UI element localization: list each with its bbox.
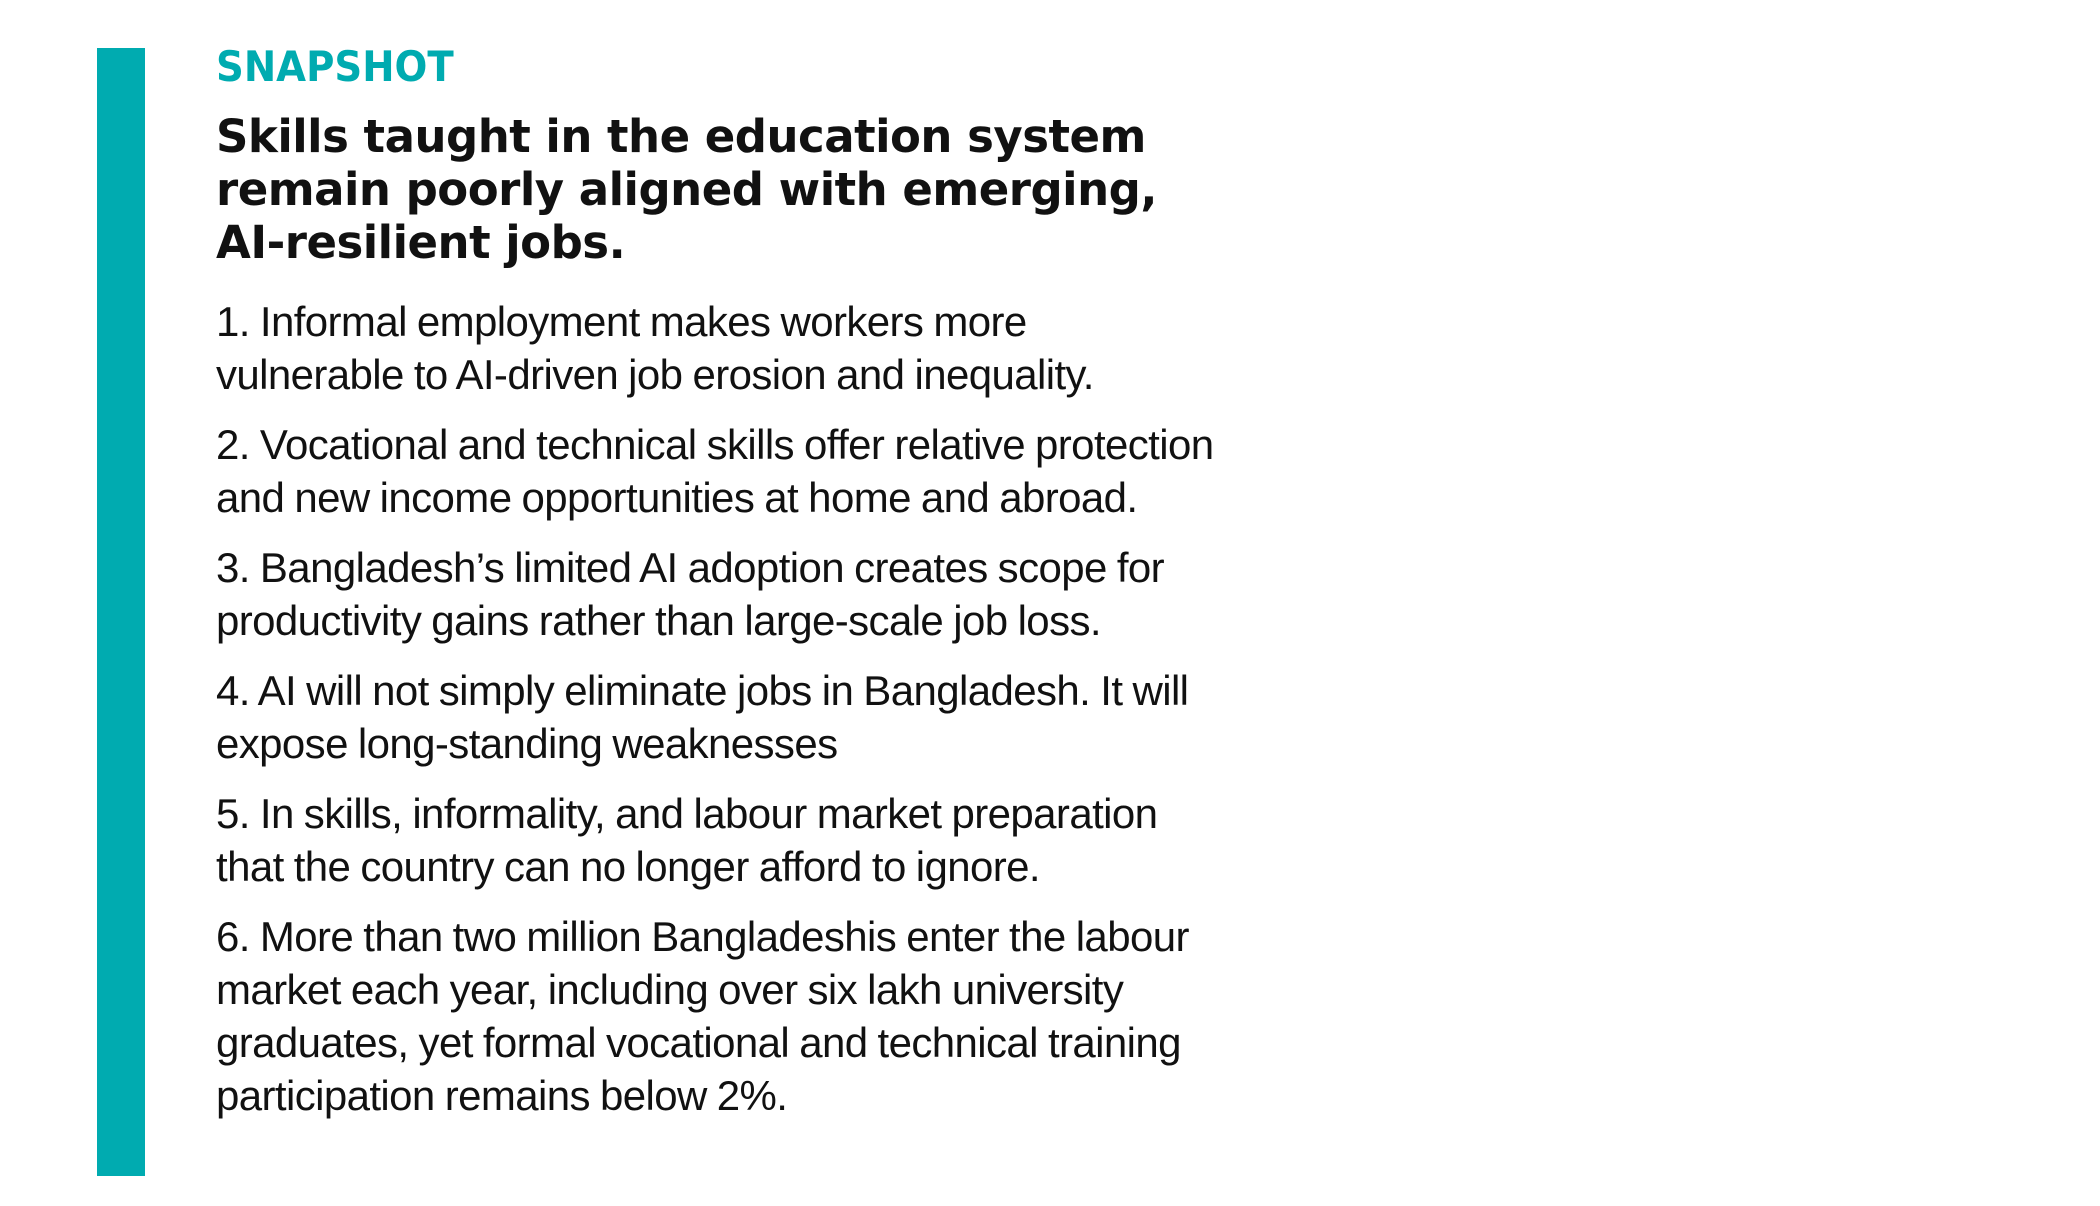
point-item-3: 3. Bangladesh’s limited AI adoption creates scope for productivity gains rather than large-scale job loss. <box>216 544 1165 644</box>
headline: Skills taught in the education system remain poorly aligned with emerging, AI-resilient jobs. <box>216 110 1157 269</box>
point-item-4: 4. AI will not simply eliminate jobs in Bangladesh. It will expose long-standing weaknesses <box>216 667 1189 767</box>
section-label: SNAPSHOT <box>216 42 454 91</box>
snapshot-box <box>216 38 1216 1139</box>
point-item-6: 6. More than two million Bangladeshis enter the labour market each year, including over six lakh university graduates, yet formal vocational and technical training participation remains below 2%. <box>216 913 1189 1119</box>
point-item-5: 5. In skills, informality, and labour market preparation that the country can no longer afford to ignore. <box>216 790 1158 890</box>
point-item-2: 2. Vocational and technical skills offer relative protection and new income opportunities at home and abroad. <box>216 421 1214 521</box>
point-item-1: 1. Informal employment makes workers more vulnerable to AI-driven job erosion and inequality. <box>216 298 1094 398</box>
accent-bar <box>97 48 145 1176</box>
points-list <box>216 295 1216 1122</box>
